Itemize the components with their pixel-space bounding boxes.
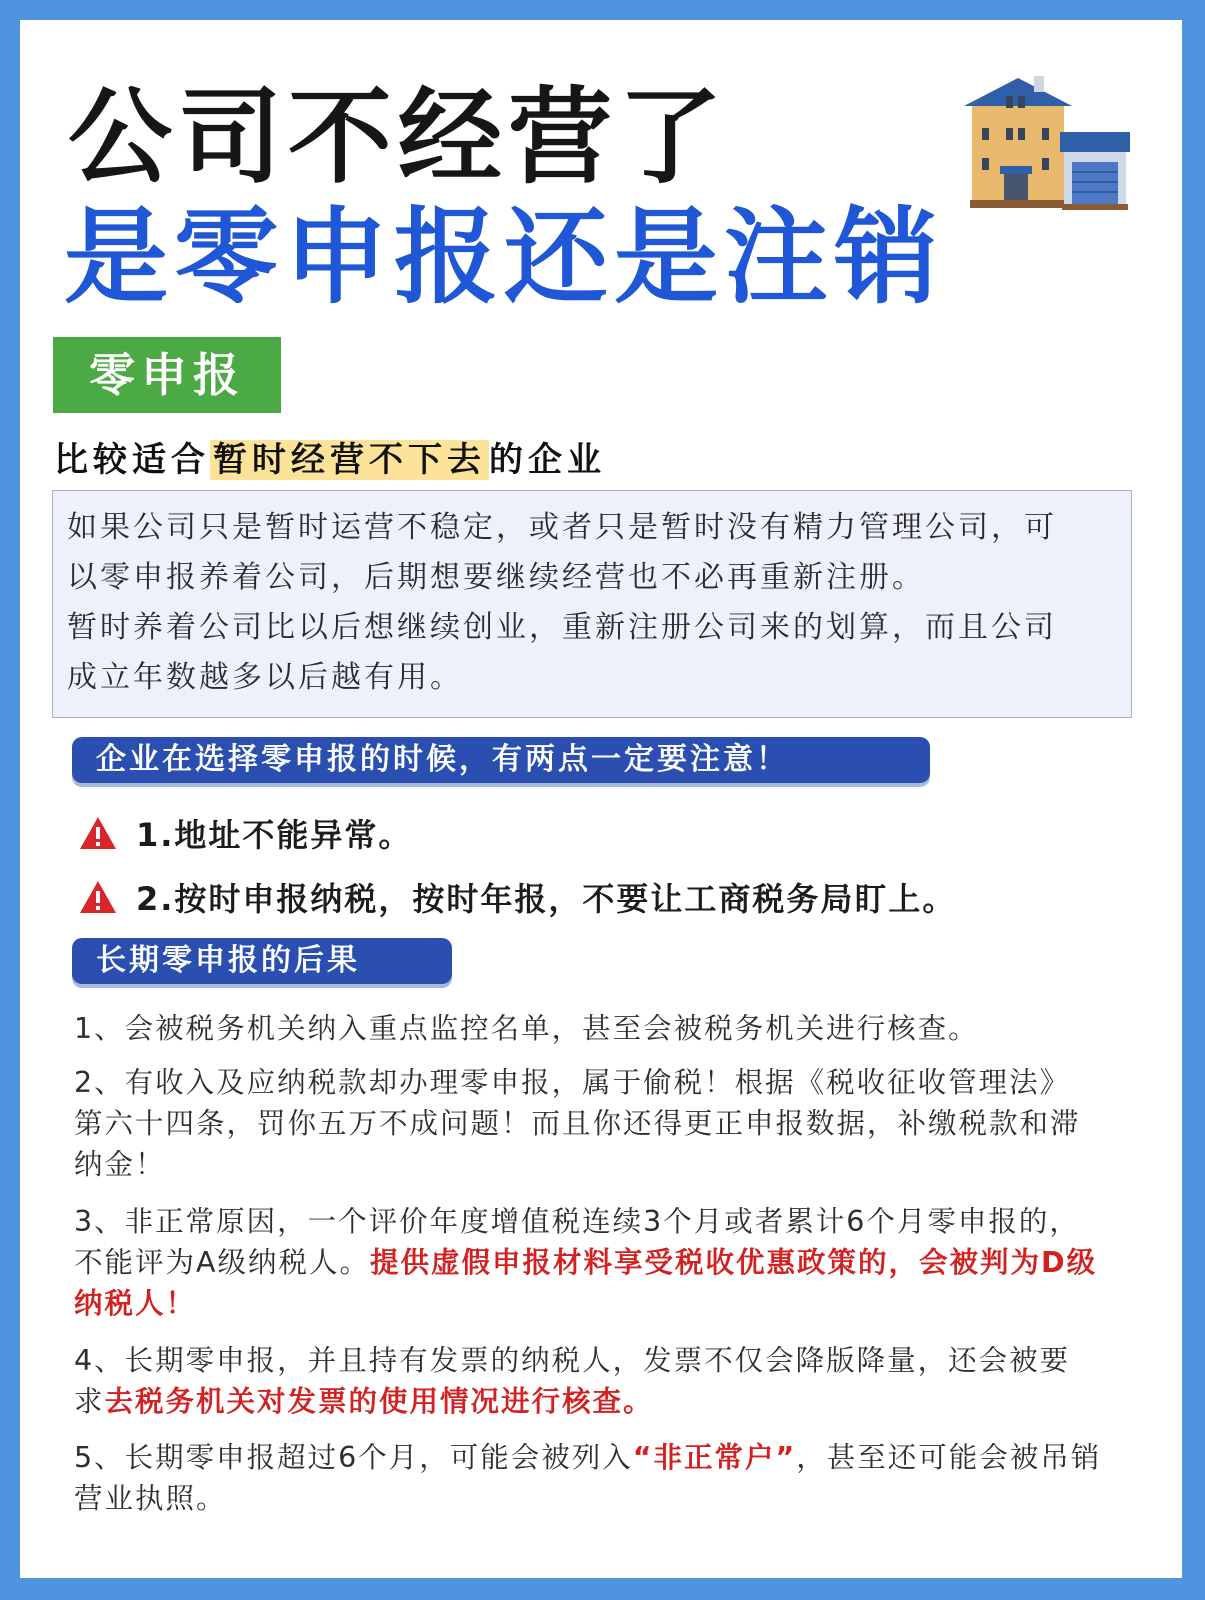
consequence-line: 1、会被税务机关纳入重点监控名单，甚至会被税务机关进行核查。 <box>74 1012 979 1045</box>
consequence-line <box>74 1437 1154 1478</box>
consequence-line: 2、有收入及应纳税款却办理零申报，属于偷税！根据《税收征收管理法》 <box>74 1066 1071 1099</box>
consequence-item-3 <box>74 1201 1154 1324</box>
consequence-alert-text: “非正常户” <box>632 1441 797 1474</box>
consequence-line <box>74 1242 1154 1283</box>
section-tag-zero-filing: 零申报 <box>53 337 281 413</box>
info-line: 成立年数越多以后越有用。 <box>67 660 463 695</box>
consequence-line: 纳金！ <box>74 1148 166 1181</box>
notice-pill: 企业在选择零申报的时候，有两点一定要注意！ <box>72 737 930 783</box>
consequence-item-2 <box>74 1062 1154 1185</box>
consequence-alert-text: 去税务机关对发票的使用情况进行核查。 <box>104 1385 654 1418</box>
warning-item <box>78 872 956 922</box>
subtitle-suffix: 的企业 <box>489 440 606 480</box>
info-box <box>52 490 1132 718</box>
consequence-text: ，甚至还可能会被吊销 <box>796 1441 1102 1474</box>
warning-triangle-icon <box>78 879 118 915</box>
consequence-alert-text: 纳税人！ <box>74 1287 197 1320</box>
consequence-pill: 长期零申报的后果 <box>72 938 452 984</box>
warning-triangle-icon <box>78 815 118 851</box>
consequence-line <box>74 1381 1154 1422</box>
consequence-item-5 <box>74 1437 1154 1519</box>
title-line-2: 是零申报还是注销 <box>64 196 945 318</box>
consequence-text: 5、长期零申报超过6个月，可能会被列入 <box>74 1441 633 1474</box>
title-line-1: 公司不经营了 <box>68 76 729 198</box>
info-line: 以零申报养着公司，后期想要继续经营也不必再重新注册。 <box>67 560 925 595</box>
info-line: 暂时养着公司比以后想继续创业，重新注册公司来的划算，而且公司 <box>67 610 1057 645</box>
consequence-line: 3、非正常原因，一个评价年度增值税连续3个月或者累计6个月零申报的， <box>74 1205 1080 1238</box>
consequence-line: 营业执照。 <box>74 1482 227 1515</box>
warning-text: 2.按时申报纳税，按时年报，不要让工商税务局盯上。 <box>136 880 957 918</box>
content-card <box>20 20 1182 1578</box>
warning-item <box>78 808 412 858</box>
subtitle-highlight: 暂时经营不下去 <box>210 440 489 480</box>
subtitle-prefix: 比较适合 <box>54 440 210 480</box>
consequence-line: 第六十四条，罚你五万不成问题！而且你还得更正申报数据，补缴税款和滞 <box>74 1107 1081 1140</box>
company-building-icon <box>962 70 1132 220</box>
consequence-text: 不能评为A级纳税人。 <box>74 1246 370 1279</box>
warning-text: 1.地址不能异常。 <box>136 816 413 854</box>
consequence-text: 求 <box>74 1385 105 1418</box>
consequence-item-4 <box>74 1340 1154 1422</box>
info-line: 如果公司只是暂时运营不稳定，或者只是暂时没有精力管理公司，可 <box>67 510 1057 545</box>
subtitle <box>54 434 606 486</box>
consequence-alert-text: 提供虚假申报材料享受税收优惠政策的，会被判为D级 <box>370 1246 1098 1279</box>
consequence-line: 4、长期零申报，并且持有发票的纳税人，发票不仅会降版降量，还会被要 <box>74 1344 1071 1377</box>
consequence-item-1 <box>74 1008 1154 1049</box>
